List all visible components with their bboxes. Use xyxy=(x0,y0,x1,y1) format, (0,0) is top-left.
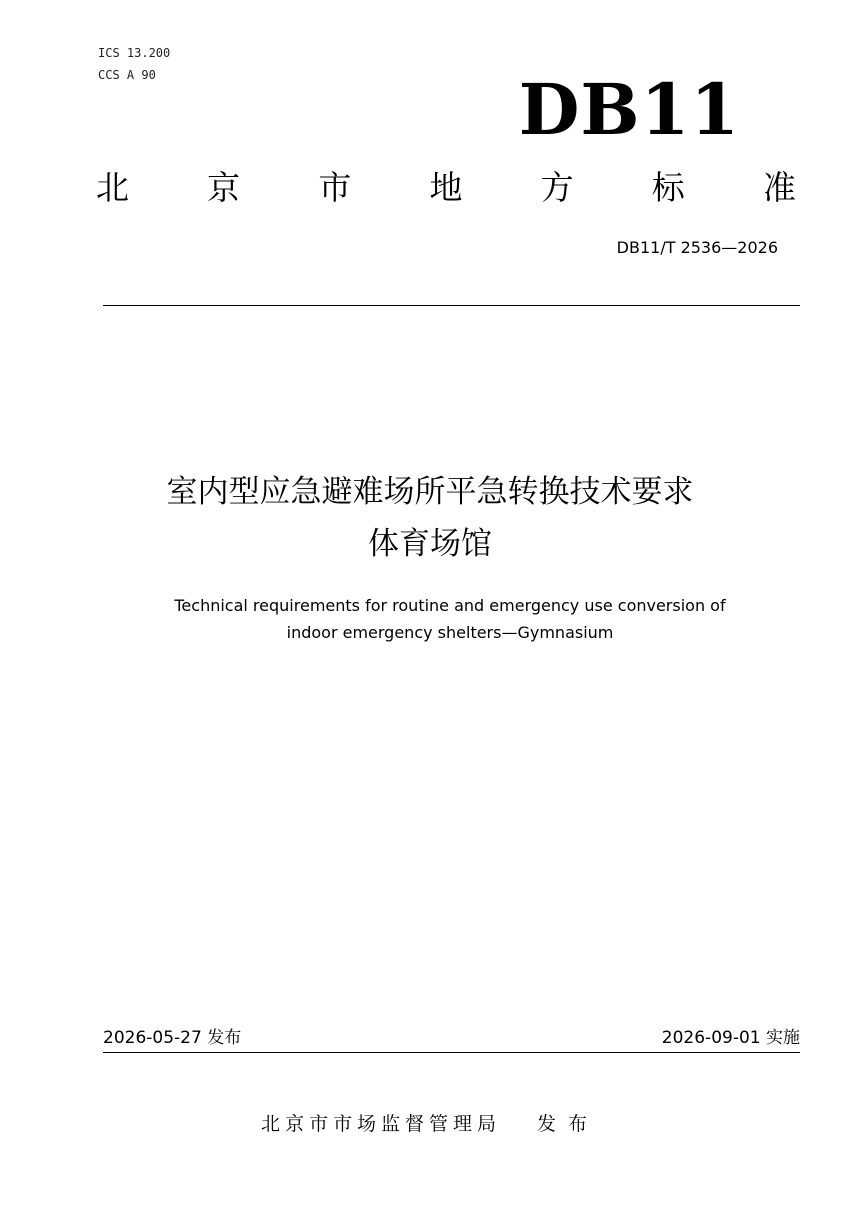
implementation-date: 2026-09-01 实施 xyxy=(661,1028,800,1048)
standard-type-char: 京 xyxy=(207,168,241,207)
standard-mark: DB11 xyxy=(518,68,740,151)
standard-type-char: 市 xyxy=(318,168,352,207)
title-en-line2: indoor emergency shelters—Gymnasium xyxy=(286,623,614,642)
classification-codes xyxy=(98,42,170,86)
issuer-line xyxy=(0,1111,860,1137)
issue-label: 发布 xyxy=(537,1113,600,1135)
issue-date: 2026-05-27 发布 xyxy=(103,1028,242,1048)
standard-number: DB11/T 2536—2026 xyxy=(616,238,778,257)
issuing-authority: 北京市市场监督管理局 xyxy=(260,1113,501,1135)
header-divider xyxy=(103,305,800,306)
standard-type-char: 标 xyxy=(651,168,685,207)
title-zh-line2: 体育场馆 xyxy=(368,526,492,562)
footer-divider xyxy=(103,1052,800,1053)
ics-code: ICS 13.200 xyxy=(98,46,171,60)
title-zh-line1: 室内型应急避难场所平急转换技术要求 xyxy=(166,474,694,510)
standard-type-char: 方 xyxy=(540,168,574,207)
standard-type-char: 北 xyxy=(96,168,129,207)
standard-type-char: 地 xyxy=(429,168,463,207)
standard-type-heading xyxy=(96,166,796,210)
standard-type-char: 准 xyxy=(762,168,796,207)
ccs-code: CCS A 90 xyxy=(98,68,156,82)
title-en-line1: Technical requirements for routine and emergency use conversion of xyxy=(174,596,726,615)
